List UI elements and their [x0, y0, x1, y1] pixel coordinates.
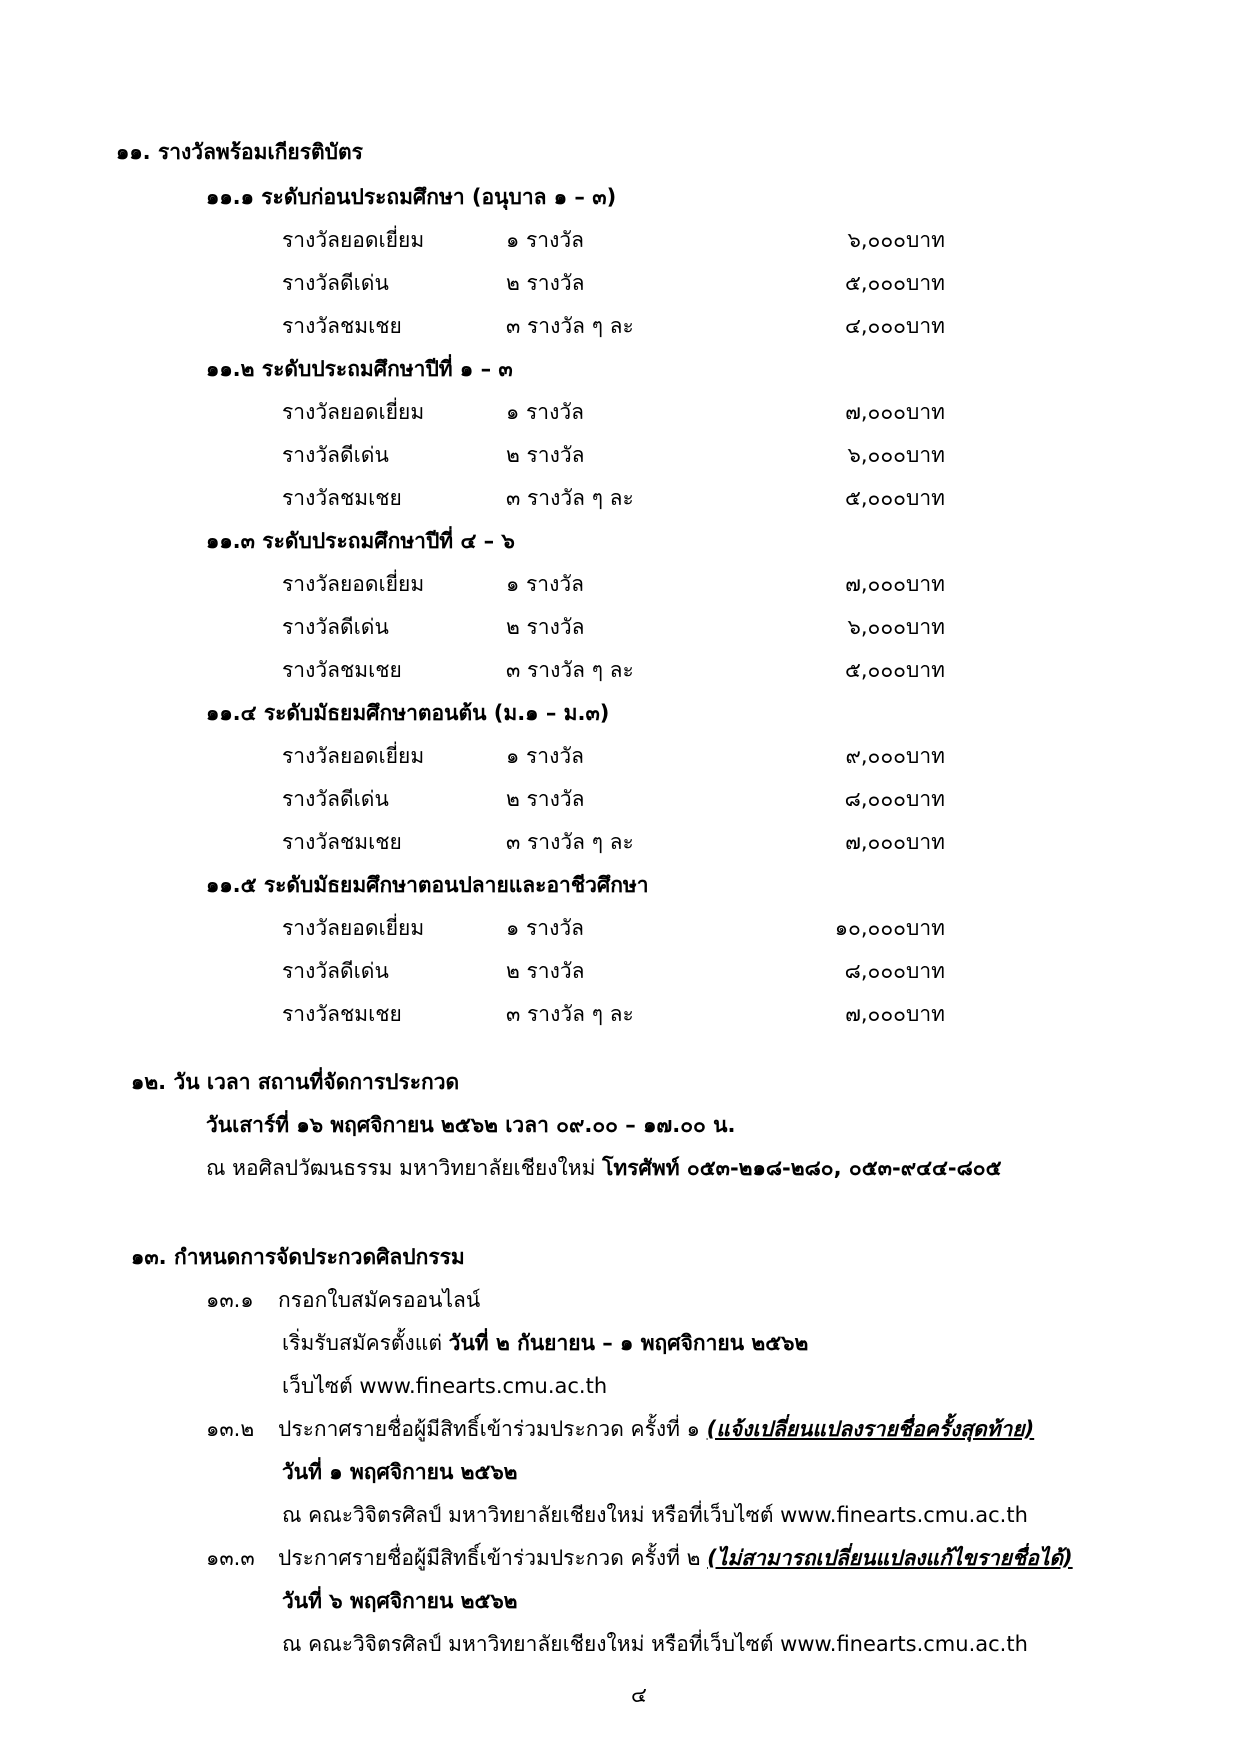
- prize-category: รางวัลยอดเยี่ยม: [282, 744, 425, 768]
- section-13-heading: ๑๓. กำหนดการจัดประกวดศิลปกรรม: [131, 1245, 465, 1269]
- prize-amount: ๘,๐๐๐: [844, 787, 906, 811]
- prize-count: ๑ รางวัล: [506, 572, 584, 596]
- event-date-line: วันเสาร์ที่ ๑๖ พฤศจิกายน ๒๕๖๒ เวลา ๐๙.๐๐ – ๑๗.๐๐ น.: [206, 1113, 736, 1137]
- prize-amount: ๙,๐๐๐: [845, 744, 906, 768]
- prize-unit: บาท: [906, 916, 945, 940]
- prize-count: ๒ รางวัล: [506, 615, 585, 639]
- level-title: ๑๑.๔ ระดับมัธยมศึกษาตอนต้น (ม.๑ – ม.๓): [206, 701, 610, 725]
- section-12-heading: ๑๒. วัน เวลา สถานที่จัดการประกวด: [131, 1070, 460, 1094]
- prize-amount: ๕,๐๐๐: [844, 486, 906, 510]
- item-13-2-number: ๑๓.๒: [206, 1417, 255, 1441]
- prize-unit: บาท: [906, 271, 945, 295]
- prize-category: รางวัลดีเด่น: [282, 959, 389, 983]
- prize-count: ๑ รางวัล: [506, 916, 584, 940]
- prize-amount: ๖,๐๐๐: [847, 615, 906, 639]
- venue-line: [206, 1158, 1001, 1179]
- item-13-1-website: เว็บไซต์ www.finearts.cmu.ac.th: [282, 1374, 608, 1398]
- level-title: ๑๑.๕ ระดับมัธยมศึกษาตอนปลายและอาชีวศึกษา: [206, 873, 649, 897]
- prize-category: รางวัลยอดเยี่ยม: [282, 228, 425, 252]
- prize-category: รางวัลยอดเยี่ยม: [282, 572, 425, 596]
- prize-unit: บาท: [906, 744, 945, 768]
- prize-count: ๓ รางวัล ๆ ละ: [506, 314, 634, 338]
- item-13-2-note: (แจ้งเปลี่ยนแปลงรายชื่อครั้งสุดท้าย): [706, 1417, 1035, 1441]
- prize-unit: บาท: [906, 443, 945, 467]
- prize-count: ๑ รางวัล: [506, 744, 584, 768]
- prize-category: รางวัลดีเด่น: [282, 271, 389, 295]
- level-title: ๑๑.๑ ระดับก่อนประถมศึกษา (อนุบาล ๑ – ๓): [206, 185, 617, 209]
- venue-text: ณ หอศิลปวัฒนธรรม มหาวิทยาลัยเชียงใหม่: [206, 1156, 596, 1180]
- item-13-1-number: ๑๓.๑: [206, 1288, 254, 1312]
- item-13-3-line: [278, 1548, 1073, 1569]
- prize-category: รางวัลยอดเยี่ยม: [282, 400, 425, 424]
- prize-amount: ๗,๐๐๐: [845, 1002, 906, 1026]
- prize-amount: ๗,๐๐๐: [845, 400, 906, 424]
- prize-category: รางวัลชมเชย: [282, 314, 402, 338]
- prize-category: รางวัลดีเด่น: [282, 787, 389, 811]
- prize-unit: บาท: [906, 787, 945, 811]
- prize-category: รางวัลชมเชย: [282, 830, 402, 854]
- page-number: ๔: [631, 1683, 647, 1707]
- item-13-2-date: วันที่ ๑ พฤศจิกายน ๒๕๖๒: [282, 1460, 518, 1484]
- prize-amount: ๖,๐๐๐: [847, 443, 906, 467]
- item-13-3-place: ณ คณะวิจิตรศิลป์ มหาวิทยาลัยเชียงใหม่ หรือที่เว็บไซต์ www.finearts.cmu.ac.th: [282, 1632, 1028, 1656]
- item-13-3-title: ประกาศรายชื่อผู้มีสิทธิ์เข้าร่วมประกวด ครั้งที่ ๒: [278, 1546, 701, 1570]
- prize-count: ๒ รางวัล: [506, 959, 585, 983]
- prize-count: ๓ รางวัล ๆ ละ: [506, 830, 634, 854]
- prize-count: ๓ รางวัล ๆ ละ: [506, 1002, 634, 1026]
- prize-category: รางวัลดีเด่น: [282, 443, 389, 467]
- prize-category: รางวัลชมเชย: [282, 1002, 402, 1026]
- prize-count: ๓ รางวัล ๆ ละ: [506, 486, 634, 510]
- prize-count: ๓ รางวัล ๆ ละ: [506, 658, 634, 682]
- prize-unit: บาท: [906, 658, 945, 682]
- prize-category: รางวัลชมเชย: [282, 658, 402, 682]
- item-13-3-date: วันที่ ๖ พฤศจิกายน ๒๕๖๒: [282, 1589, 518, 1613]
- phone-text: โทรศัพท์ ๐๕๓-๒๑๘-๒๘๐, ๐๕๓-๙๔๔-๘๐๕: [602, 1156, 1002, 1180]
- item-13-1-title: กรอกใบสมัครออนไลน์: [278, 1288, 481, 1312]
- item-13-3-number: ๑๓.๓: [206, 1546, 255, 1570]
- item-13-2-place: ณ คณะวิจิตรศิลป์ มหาวิทยาลัยเชียงใหม่ หรือที่เว็บไซต์ www.finearts.cmu.ac.th: [282, 1503, 1028, 1527]
- period-prefix: เริ่มรับสมัครตั้งแต่: [282, 1331, 442, 1355]
- prize-unit: บาท: [906, 615, 945, 639]
- prize-count: ๒ รางวัล: [506, 271, 585, 295]
- item-13-3-note: (ไม่สามารถเปลี่ยนแปลงแก้ไขรายชื่อได้): [707, 1546, 1073, 1570]
- item-13-1-period: [282, 1333, 808, 1354]
- period-dates: วันที่ ๒ กันยายน – ๑ พฤศจิกายน ๒๕๖๒: [448, 1331, 809, 1355]
- prize-unit: บาท: [906, 314, 945, 338]
- prize-unit: บาท: [906, 1002, 945, 1026]
- level-title: ๑๑.๒ ระดับประถมศึกษาปีที่ ๑ – ๓: [206, 357, 513, 381]
- item-13-2-line: [278, 1419, 1034, 1440]
- prize-amount: ๗,๐๐๐: [845, 830, 906, 854]
- prize-amount: ๕,๐๐๐: [844, 271, 906, 295]
- item-13-2-title: ประกาศรายชื่อผู้มีสิทธิ์เข้าร่วมประกวด ครั้งที่ ๑: [278, 1417, 700, 1441]
- prize-category: รางวัลชมเชย: [282, 486, 402, 510]
- prize-count: ๒ รางวัล: [506, 443, 585, 467]
- prize-unit: บาท: [906, 400, 945, 424]
- prize-amount: ๔,๐๐๐: [844, 314, 906, 338]
- prize-count: ๑ รางวัล: [506, 400, 584, 424]
- prize-category: รางวัลดีเด่น: [282, 615, 389, 639]
- prize-unit: บาท: [906, 228, 945, 252]
- prize-amount: ๕,๐๐๐: [844, 658, 906, 682]
- prize-amount: ๑๐,๐๐๐: [834, 916, 906, 940]
- prize-unit: บาท: [906, 486, 945, 510]
- prize-amount: ๗,๐๐๐: [845, 572, 906, 596]
- prize-unit: บาท: [906, 572, 945, 596]
- prize-unit: บาท: [906, 959, 945, 983]
- prize-count: ๒ รางวัล: [506, 787, 585, 811]
- prize-amount: ๖,๐๐๐: [847, 228, 906, 252]
- prize-unit: บาท: [906, 830, 945, 854]
- level-title: ๑๑.๓ ระดับประถมศึกษาปีที่ ๔ – ๖: [206, 529, 515, 553]
- prize-category: รางวัลยอดเยี่ยม: [282, 916, 425, 940]
- prize-count: ๑ รางวัล: [506, 228, 584, 252]
- section-11-heading: ๑๑. รางวัลพร้อมเกียรติบัตร: [116, 140, 363, 164]
- prize-amount: ๘,๐๐๐: [844, 959, 906, 983]
